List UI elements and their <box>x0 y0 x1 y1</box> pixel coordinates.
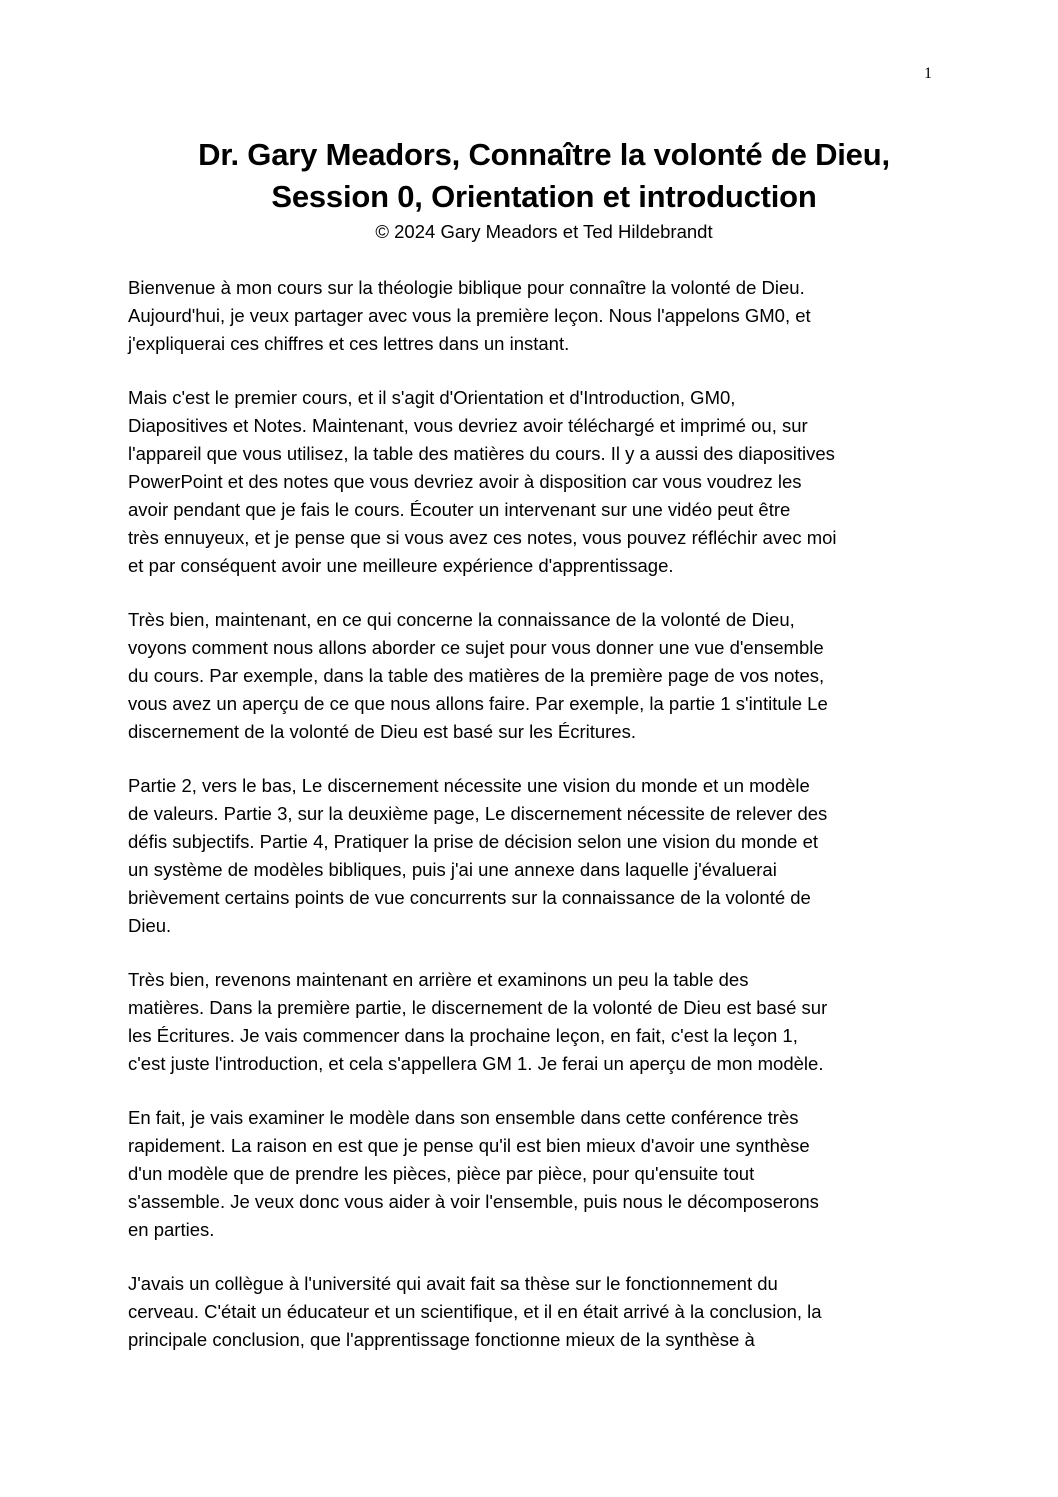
paragraph <box>128 606 943 746</box>
text-line: très ennuyeux, et je pense que si vous avez ces notes, vous pouvez réfléchir avec moi <box>128 527 837 548</box>
text-line: cerveau. C'était un éducateur et un scientifique, et il en était arrivé à la conclusion, la <box>128 1301 822 1322</box>
text-line: Très bien, maintenant, en ce qui concerne la connaissance de la volonté de Dieu, <box>128 609 795 630</box>
text-line: Mais c'est le premier cours, et il s'agit d'Orientation et d'Introduction, GM0, <box>128 387 736 408</box>
paragraph <box>128 1104 943 1244</box>
text-line: Aujourd'hui, je veux partager avec vous la première leçon. Nous l'appelons GM0, et <box>128 305 811 326</box>
text-line: En fait, je vais examiner le modèle dans son ensemble dans cette conférence très <box>128 1107 799 1128</box>
text-line: s'assemble. Je veux donc vous aider à voir l'ensemble, puis nous le décomposerons <box>128 1191 819 1212</box>
text-line: c'est juste l'introduction, et cela s'appellera GM 1. Je ferai un aperçu de mon modèle. <box>128 1053 824 1074</box>
text-line: voyons comment nous allons aborder ce sujet pour vous donner une vue d'ensemble <box>128 637 824 658</box>
paragraph <box>128 772 943 940</box>
title-block <box>100 134 988 245</box>
paragraph <box>128 1270 943 1354</box>
document-title-line-1: Dr. Gary Meadors, Connaître la volonté de Dieu, <box>198 137 890 172</box>
document-title-line-2: Session 0, Orientation et introduction <box>271 179 817 214</box>
text-line: Partie 2, vers le bas, Le discernement nécessite une vision du monde et un modèle <box>128 775 810 796</box>
text-line: du cours. Par exemple, dans la table des matières de la première page de vos notes, <box>128 665 825 686</box>
text-line: j'expliquerai ces chiffres et ces lettres dans un instant. <box>128 333 570 354</box>
text-line: Bienvenue à mon cours sur la théologie biblique pour connaître la volonté de Dieu. <box>128 277 805 298</box>
text-line: et par conséquent avoir une meilleure expérience d'apprentissage. <box>128 555 674 576</box>
text-line: d'un modèle que de prendre les pièces, pièce par pièce, pour qu'ensuite tout <box>128 1163 755 1184</box>
text-line: J'avais un collègue à l'université qui avait fait sa thèse sur le fonctionnement du <box>128 1273 778 1294</box>
text-line: PowerPoint et des notes que vous devriez avoir à disposition car vous voudrez les <box>128 471 802 492</box>
body-text <box>128 274 943 1380</box>
text-line: matières. Dans la première partie, le discernement de la volonté de Dieu est basé sur <box>128 997 828 1018</box>
paragraph <box>128 966 943 1078</box>
text-line: de valeurs. Partie 3, sur la deuxième page, Le discernement nécessite de relever des <box>128 803 828 824</box>
text-line: l'appareil que vous utilisez, la table des matières du cours. Il y a aussi des diapositives <box>128 443 835 464</box>
text-line: avoir pendant que je fais le cours. Écouter un intervenant sur une vidéo peut être <box>128 499 791 520</box>
text-line: Dieu. <box>128 915 172 936</box>
paragraph <box>128 384 943 580</box>
paragraph <box>128 274 943 358</box>
text-line: vous avez un aperçu de ce que nous allons faire. Par exemple, la partie 1 s'intitule Le <box>128 693 828 714</box>
text-line: Très bien, revenons maintenant en arrière et examinons un peu la table des <box>128 969 749 990</box>
text-line: rapidement. La raison en est que je pense qu'il est bien mieux d'avoir une synthèse <box>128 1135 810 1156</box>
page-number: 1 <box>924 65 932 82</box>
text-line: principale conclusion, que l'apprentissage fonctionne mieux de la synthèse à <box>128 1329 755 1350</box>
text-line: un système de modèles bibliques, puis j'ai une annexe dans laquelle j'évaluerai <box>128 859 777 880</box>
text-line: discernement de la volonté de Dieu est basé sur les Écritures. <box>128 721 636 742</box>
text-line: Diapositives et Notes. Maintenant, vous devriez avoir téléchargé et imprimé ou, sur <box>128 415 808 436</box>
copyright-notice: © 2024 Gary Meadors et Ted Hildebrandt <box>375 221 713 242</box>
text-line: brièvement certains points de vue concurrents sur la connaissance de la volonté de <box>128 887 811 908</box>
text-line: défis subjectifs. Partie 4, Pratiquer la prise de décision selon une vision du monde et <box>128 831 819 852</box>
text-line: les Écritures. Je vais commencer dans la prochaine leçon, en fait, c'est la leçon 1, <box>128 1025 798 1046</box>
text-line: en parties. <box>128 1219 215 1240</box>
